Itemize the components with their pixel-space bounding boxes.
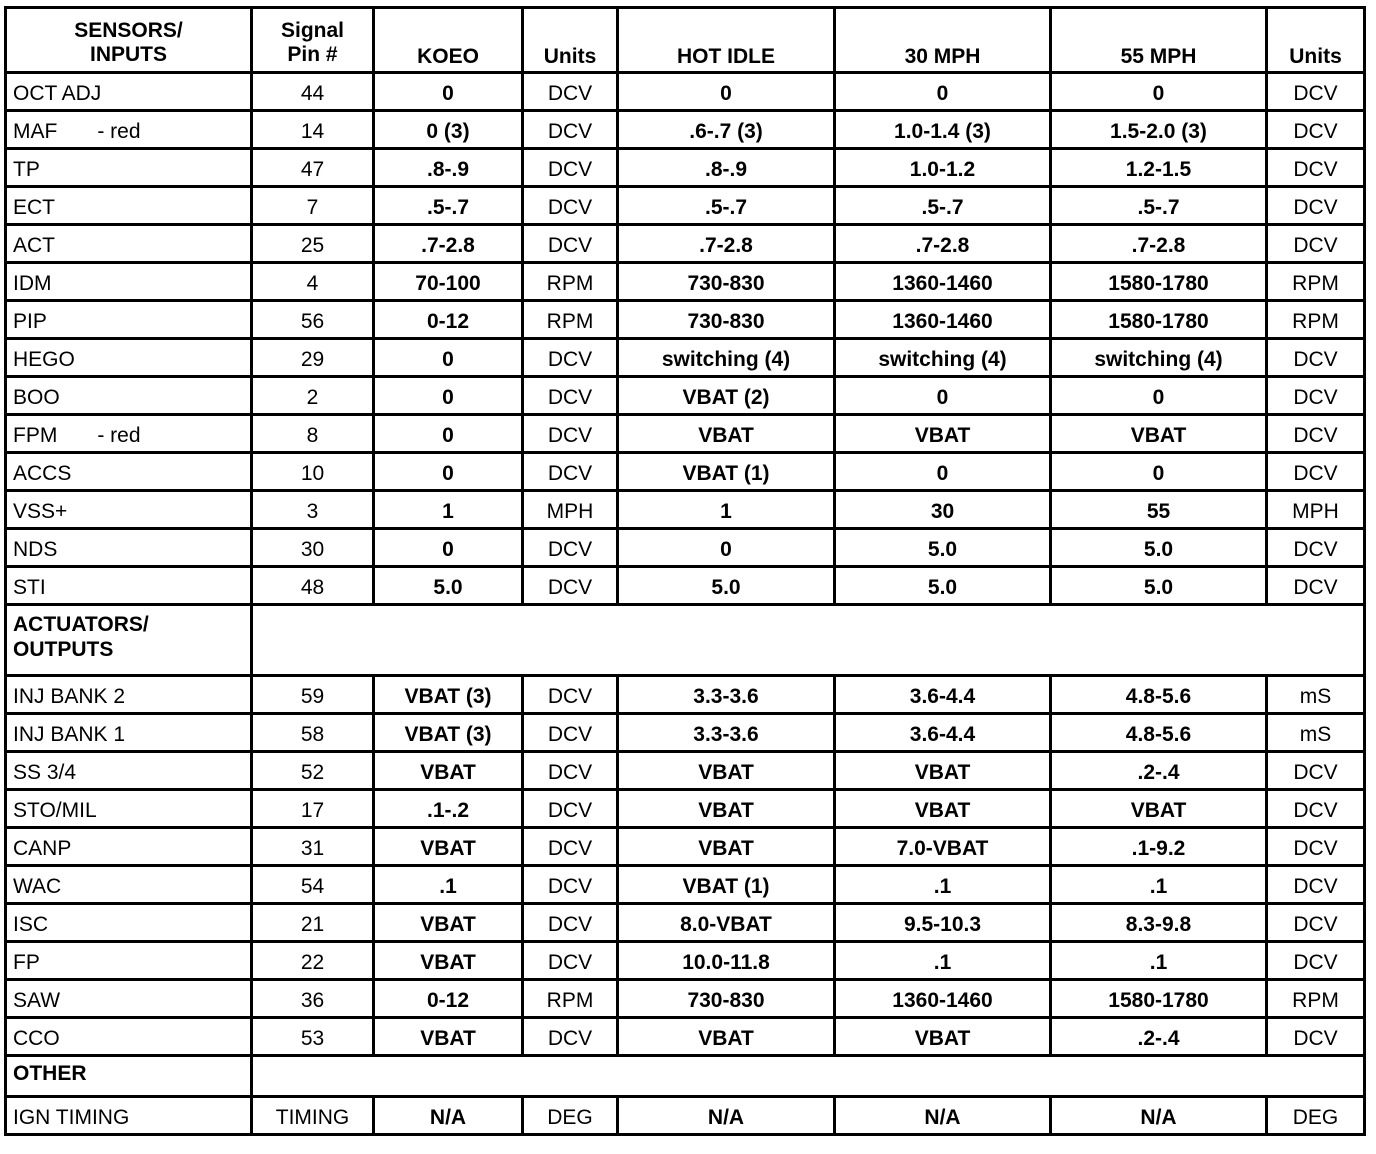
pin-cell: 36 — [252, 980, 374, 1018]
mph55-cell: 1.2-1.5 — [1051, 149, 1267, 187]
table-row — [6, 828, 1365, 866]
units-cell: DEG — [523, 1097, 618, 1135]
signal-note: - red — [97, 423, 141, 447]
table-row — [6, 111, 1365, 149]
units-2-cell: RPM — [1267, 263, 1365, 301]
signal-name-cell — [6, 149, 252, 187]
units-2-cell: DCV — [1267, 942, 1365, 980]
signal-name: FPM — [13, 423, 58, 447]
pin-cell: 59 — [252, 676, 374, 714]
units-cell: DCV — [523, 377, 618, 415]
signal-name: HEGO — [13, 347, 75, 371]
mph55-cell: switching (4) — [1051, 339, 1267, 377]
pin-cell: 17 — [252, 790, 374, 828]
signal-name: PIP — [13, 309, 47, 333]
pin-cell: 14 — [252, 111, 374, 149]
actuators-outputs-heading-line: OUTPUTS — [13, 638, 114, 662]
units-2-cell: DCV — [1267, 225, 1365, 263]
hot-idle-cell: 0 — [618, 529, 835, 567]
signal-name-cell — [6, 714, 252, 752]
koeo-cell: VBAT — [374, 752, 523, 790]
table-row — [6, 904, 1365, 942]
signal-name: ACCS — [13, 461, 72, 485]
units-2-cell: MPH — [1267, 491, 1365, 529]
koeo-cell: 0 — [374, 377, 523, 415]
mph30-cell: 0 — [835, 73, 1051, 111]
table-row — [6, 301, 1365, 339]
units-2-cell: mS — [1267, 676, 1365, 714]
pin-cell: 3 — [252, 491, 374, 529]
mph55-cell: .2-.4 — [1051, 752, 1267, 790]
hot-idle-cell: 10.0-11.8 — [618, 942, 835, 980]
hot-idle-cell: .7-2.8 — [618, 225, 835, 263]
mph55-cell: .2-.4 — [1051, 1018, 1267, 1056]
koeo-cell: 1 — [374, 491, 523, 529]
header-30-mph: 30 MPH — [835, 8, 1051, 73]
pin-cell: 44 — [252, 73, 374, 111]
other-row — [6, 1056, 1365, 1097]
mph30-cell: 1.0-1.2 — [835, 149, 1051, 187]
hot-idle-cell: VBAT — [618, 1018, 835, 1056]
signal-name-cell — [6, 415, 252, 453]
signal-name-cell — [6, 377, 252, 415]
pin-cell: 25 — [252, 225, 374, 263]
mph55-cell: 0 — [1051, 73, 1267, 111]
hot-idle-cell: 730-830 — [618, 263, 835, 301]
mph30-cell: 1360-1460 — [835, 980, 1051, 1018]
mph55-cell: .1 — [1051, 942, 1267, 980]
signal-name: IDM — [13, 271, 52, 295]
pin-cell: 7 — [252, 187, 374, 225]
koeo-cell: .8-.9 — [374, 149, 523, 187]
mph30-cell: VBAT — [835, 1018, 1051, 1056]
table-row — [6, 529, 1365, 567]
signal-name: NDS — [13, 537, 58, 561]
units-cell: DCV — [523, 866, 618, 904]
koeo-cell: VBAT — [374, 828, 523, 866]
mph30-cell: .1 — [835, 942, 1051, 980]
mph55-cell: 0 — [1051, 377, 1267, 415]
units-cell: DCV — [523, 1018, 618, 1056]
table-row — [6, 676, 1365, 714]
signal-name: TP — [13, 157, 40, 181]
header-koeo: KOEO — [374, 8, 523, 73]
mph30-cell: 0 — [835, 453, 1051, 491]
table-row — [6, 1097, 1365, 1135]
hot-idle-cell: VBAT — [618, 828, 835, 866]
mph55-cell: 1580-1780 — [1051, 263, 1267, 301]
units-cell: DCV — [523, 676, 618, 714]
signal-name-cell — [6, 453, 252, 491]
units-2-cell: DCV — [1267, 1018, 1365, 1056]
table-row — [6, 491, 1365, 529]
mph55-cell: .5-.7 — [1051, 187, 1267, 225]
pin-cell: 4 — [252, 263, 374, 301]
mph55-cell: VBAT — [1051, 415, 1267, 453]
pin-cell: 53 — [252, 1018, 374, 1056]
signal-name: ACT — [13, 233, 55, 257]
sensor-actuator-values-table — [4, 6, 1366, 1136]
mph30-cell: .5-.7 — [835, 187, 1051, 225]
mph30-cell: 0 — [835, 377, 1051, 415]
table-row — [6, 752, 1365, 790]
hot-idle-cell: 3.3-3.6 — [618, 714, 835, 752]
table-row — [6, 377, 1365, 415]
signal-name: STI — [13, 575, 46, 599]
mph55-cell: 1580-1780 — [1051, 301, 1267, 339]
table-row — [6, 714, 1365, 752]
table-row — [6, 73, 1365, 111]
hot-idle-cell: VBAT — [618, 752, 835, 790]
units-2-cell: DCV — [1267, 339, 1365, 377]
mph30-cell: 5.0 — [835, 529, 1051, 567]
mph55-cell: 1580-1780 — [1051, 980, 1267, 1018]
signal-name-cell — [6, 752, 252, 790]
units-cell: MPH — [523, 491, 618, 529]
table-row — [6, 1018, 1365, 1056]
koeo-cell: VBAT (3) — [374, 714, 523, 752]
signal-name: ECT — [13, 195, 55, 219]
units-2-cell: mS — [1267, 714, 1365, 752]
pin-cell: 29 — [252, 339, 374, 377]
units-cell: RPM — [523, 980, 618, 1018]
units-2-cell: RPM — [1267, 301, 1365, 339]
signal-name-cell — [6, 942, 252, 980]
koeo-cell: VBAT — [374, 1018, 523, 1056]
mph55-cell: VBAT — [1051, 790, 1267, 828]
signal-name-cell — [6, 676, 252, 714]
mph30-cell: switching (4) — [835, 339, 1051, 377]
signal-name-cell — [6, 980, 252, 1018]
koeo-cell: 5.0 — [374, 567, 523, 605]
pin-cell: 47 — [252, 149, 374, 187]
signal-name-cell — [6, 1097, 252, 1135]
units-2-cell: DCV — [1267, 866, 1365, 904]
signal-name-cell — [6, 339, 252, 377]
units-2-cell: DCV — [1267, 187, 1365, 225]
units-cell: DCV — [523, 73, 618, 111]
units-2-cell: DCV — [1267, 415, 1365, 453]
mph30-cell: 3.6-4.4 — [835, 676, 1051, 714]
signal-name-cell — [6, 263, 252, 301]
table-row — [6, 149, 1365, 187]
hot-idle-cell: VBAT — [618, 790, 835, 828]
units-2-cell: DCV — [1267, 790, 1365, 828]
pin-cell: 52 — [252, 752, 374, 790]
koeo-cell: 0 — [374, 415, 523, 453]
signal-name-cell — [6, 491, 252, 529]
units-cell: DCV — [523, 942, 618, 980]
signal-name-cell — [6, 73, 252, 111]
units-2-cell: DCV — [1267, 73, 1365, 111]
koeo-cell: .7-2.8 — [374, 225, 523, 263]
mph55-cell: 1.5-2.0 (3) — [1051, 111, 1267, 149]
units-2-cell: DCV — [1267, 752, 1365, 790]
signal-name-cell — [6, 1018, 252, 1056]
table-row — [6, 339, 1365, 377]
signal-name: OCT ADJ — [13, 81, 102, 105]
hot-idle-cell: 730-830 — [618, 980, 835, 1018]
koeo-cell: 0 — [374, 453, 523, 491]
koeo-cell: 0 — [374, 73, 523, 111]
mph30-cell: VBAT — [835, 790, 1051, 828]
table-row — [6, 263, 1365, 301]
signal-name-cell — [6, 301, 252, 339]
units-cell: DCV — [523, 828, 618, 866]
table-row — [6, 567, 1365, 605]
units-2-cell: DCV — [1267, 904, 1365, 942]
signal-name: BOO — [13, 385, 60, 409]
koeo-cell: VBAT (3) — [374, 676, 523, 714]
hot-idle-cell: switching (4) — [618, 339, 835, 377]
mph30-cell: N/A — [835, 1097, 1051, 1135]
signal-name: MAF — [13, 119, 58, 143]
table-row — [6, 453, 1365, 491]
mph30-cell: 3.6-4.4 — [835, 714, 1051, 752]
units-cell: DCV — [523, 339, 618, 377]
hot-idle-cell: 3.3-3.6 — [618, 676, 835, 714]
mph55-cell: .7-2.8 — [1051, 225, 1267, 263]
mph55-cell: 0 — [1051, 453, 1267, 491]
units-cell: DCV — [523, 111, 618, 149]
hot-idle-cell: VBAT — [618, 415, 835, 453]
signal-name-cell — [6, 828, 252, 866]
mph30-cell: 1360-1460 — [835, 301, 1051, 339]
mph55-cell: 5.0 — [1051, 529, 1267, 567]
table-row — [6, 790, 1365, 828]
table-row — [6, 225, 1365, 263]
pin-cell: 30 — [252, 529, 374, 567]
hot-idle-cell: .5-.7 — [618, 187, 835, 225]
units-cell: RPM — [523, 263, 618, 301]
koeo-cell: 0-12 — [374, 980, 523, 1018]
units-cell: DCV — [523, 187, 618, 225]
hot-idle-cell: 8.0-VBAT — [618, 904, 835, 942]
other-blank-cell — [252, 1056, 1365, 1097]
units-cell: DCV — [523, 453, 618, 491]
units-cell: DCV — [523, 790, 618, 828]
units-2-cell: DCV — [1267, 111, 1365, 149]
hot-idle-cell: 1 — [618, 491, 835, 529]
units-cell: DCV — [523, 415, 618, 453]
pin-cell: 22 — [252, 942, 374, 980]
signal-name: ISC — [13, 912, 49, 936]
hot-idle-cell: 0 — [618, 73, 835, 111]
pin-cell: 31 — [252, 828, 374, 866]
hot-idle-cell: 730-830 — [618, 301, 835, 339]
units-cell: DCV — [523, 567, 618, 605]
signal-name-cell — [6, 225, 252, 263]
koeo-cell: .1 — [374, 866, 523, 904]
signal-name-cell — [6, 790, 252, 828]
koeo-cell: .5-.7 — [374, 187, 523, 225]
header-row — [6, 8, 1365, 73]
koeo-cell: N/A — [374, 1097, 523, 1135]
units-cell: DCV — [523, 149, 618, 187]
pin-cell: 8 — [252, 415, 374, 453]
mph55-cell: 55 — [1051, 491, 1267, 529]
koeo-cell: 0-12 — [374, 301, 523, 339]
mph55-cell: 8.3-9.8 — [1051, 904, 1267, 942]
signal-name: CANP — [13, 836, 72, 860]
signal-name-cell — [6, 866, 252, 904]
koeo-cell: 70-100 — [374, 263, 523, 301]
hot-idle-cell: .6-.7 (3) — [618, 111, 835, 149]
signal-name: SAW — [13, 988, 61, 1012]
units-cell: DCV — [523, 529, 618, 567]
mph55-cell: 4.8-5.6 — [1051, 676, 1267, 714]
actuators-outputs-heading-line: ACTUATORS/ — [13, 613, 149, 636]
other-heading — [6, 1056, 252, 1097]
header-sensors-inputs: SENSORS/ INPUTS — [6, 8, 252, 73]
hot-idle-cell: VBAT (1) — [618, 453, 835, 491]
mph30-cell: 30 — [835, 491, 1051, 529]
pin-cell: 54 — [252, 866, 374, 904]
header-signal-pin: Signal Pin # — [252, 8, 374, 73]
mph30-cell: 5.0 — [835, 567, 1051, 605]
units-2-cell: DCV — [1267, 453, 1365, 491]
signal-name: INJ BANK 1 — [13, 722, 126, 746]
mph30-cell: .1 — [835, 866, 1051, 904]
units-2-cell: DCV — [1267, 828, 1365, 866]
header-55-mph: 55 MPH — [1051, 8, 1267, 73]
table-row — [6, 866, 1365, 904]
mph30-cell: 1.0-1.4 (3) — [835, 111, 1051, 149]
signal-name: IGN TIMING — [13, 1105, 130, 1129]
pin-cell: 10 — [252, 453, 374, 491]
actuators-outputs-blank-cell — [252, 605, 1365, 676]
signal-name-cell — [6, 567, 252, 605]
pin-cell: 56 — [252, 301, 374, 339]
mph30-cell: .7-2.8 — [835, 225, 1051, 263]
signal-name-cell — [6, 904, 252, 942]
koeo-cell: .1-.2 — [374, 790, 523, 828]
actuators-outputs-heading — [6, 605, 252, 676]
other-heading-line: OTHER — [13, 1062, 87, 1085]
hot-idle-cell: 5.0 — [618, 567, 835, 605]
signal-name: SS 3/4 — [13, 760, 77, 784]
mph55-cell: .1-9.2 — [1051, 828, 1267, 866]
pin-cell: 48 — [252, 567, 374, 605]
signal-name: STO/MIL — [13, 798, 97, 822]
hot-idle-cell: VBAT (1) — [618, 866, 835, 904]
mph55-cell: 4.8-5.6 — [1051, 714, 1267, 752]
units-2-cell: DCV — [1267, 149, 1365, 187]
signal-name: INJ BANK 2 — [13, 684, 126, 708]
signal-name-cell — [6, 111, 252, 149]
koeo-cell: 0 (3) — [374, 111, 523, 149]
mph30-cell: VBAT — [835, 415, 1051, 453]
mph30-cell: 1360-1460 — [835, 263, 1051, 301]
signal-name-cell — [6, 529, 252, 567]
units-cell: DCV — [523, 904, 618, 942]
units-2-cell: DCV — [1267, 529, 1365, 567]
mph30-cell: VBAT — [835, 752, 1051, 790]
koeo-cell: VBAT — [374, 942, 523, 980]
mph55-cell: 5.0 — [1051, 567, 1267, 605]
signal-name: FP — [13, 950, 40, 974]
hot-idle-cell: .8-.9 — [618, 149, 835, 187]
header-hot-idle: HOT IDLE — [618, 8, 835, 73]
signal-name: CCO — [13, 1026, 60, 1050]
mph30-cell: 7.0-VBAT — [835, 828, 1051, 866]
koeo-cell: 0 — [374, 339, 523, 377]
table-row — [6, 415, 1365, 453]
mph55-cell: N/A — [1051, 1097, 1267, 1135]
units-2-cell: DCV — [1267, 377, 1365, 415]
hot-idle-cell: N/A — [618, 1097, 835, 1135]
pin-cell: 2 — [252, 377, 374, 415]
units-2-cell: DEG — [1267, 1097, 1365, 1135]
mph55-cell: .1 — [1051, 866, 1267, 904]
hot-idle-cell: VBAT (2) — [618, 377, 835, 415]
diagnostic-spec-sheet — [4, 6, 1363, 1136]
pin-cell: 58 — [252, 714, 374, 752]
header-units-2: Units — [1267, 8, 1365, 73]
koeo-cell: VBAT — [374, 904, 523, 942]
signal-name-cell — [6, 187, 252, 225]
units-cell: DCV — [523, 752, 618, 790]
units-2-cell: RPM — [1267, 980, 1365, 1018]
table-row — [6, 942, 1365, 980]
signal-name: WAC — [13, 874, 62, 898]
pin-cell: TIMING — [252, 1097, 374, 1135]
units-cell: RPM — [523, 301, 618, 339]
actuators-outputs-row — [6, 605, 1365, 676]
pin-cell: 21 — [252, 904, 374, 942]
signal-note: - red — [97, 119, 141, 143]
units-2-cell: DCV — [1267, 567, 1365, 605]
header-units: Units — [523, 8, 618, 73]
signal-name: VSS+ — [13, 499, 68, 523]
units-cell: DCV — [523, 225, 618, 263]
mph30-cell: 9.5-10.3 — [835, 904, 1051, 942]
table-body — [6, 73, 1365, 1135]
koeo-cell: 0 — [374, 529, 523, 567]
table-row — [6, 187, 1365, 225]
units-cell: DCV — [523, 714, 618, 752]
table-row — [6, 980, 1365, 1018]
